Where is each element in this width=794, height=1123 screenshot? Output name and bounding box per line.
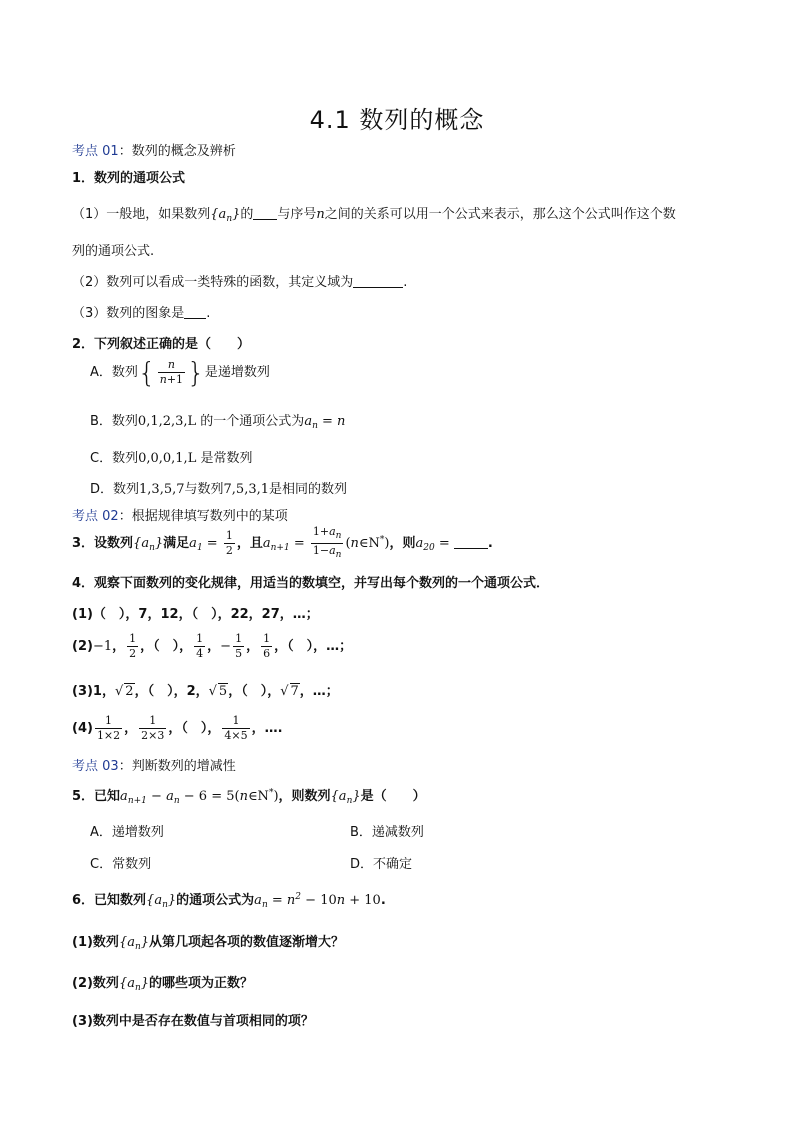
section-heading-02 <box>72 505 288 524</box>
question-4-part-2: (2)−1， $\frac{1}{2}$ ，（ ）， $\frac{1}{4}$ ，− $\frac{1}{5}$ ， $\frac{1}{6}$ ，（ ），…； <box>72 632 353 660</box>
question-1-heading: 1．数列的通项公式 <box>72 171 186 186</box>
option-2a: A．数列{ $\frac{n}{n+1}$ }是递增数列 <box>90 355 270 389</box>
question-4-part-3: (3)1，√ 2，（ ），2，√ 5，（ ），√ 7，…； <box>72 684 339 699</box>
section-label: ：判断数列的增减性 <box>118 759 236 774</box>
section-label: ：数列的概念及辨析 <box>118 144 236 159</box>
option-2c: C．数列0,0,0,1,L 是常数列 <box>90 451 253 466</box>
question-4-part-4: (4) $\frac{1}{1\times 2}$ ， $\frac{1}{2\times 3}$ ，（ ）， $\frac{1}{4\times 5}$ ，…. <box>72 714 283 742</box>
option-5c: C．常数列 <box>90 857 152 872</box>
answer-blank[interactable] <box>184 306 206 319</box>
question-6-part-3: (3)数列中是否存在数值与首项相同的项？ <box>72 1014 314 1029</box>
option-5b: B．递减数列 <box>350 825 424 840</box>
option-5d: D．不确定 <box>350 857 413 872</box>
question-1-para-1-cont: 列的通项公式. <box>72 244 155 259</box>
question-4-heading: 4．观察下面数列的变化规律，用适当的数填空，并写出每个数列的一个通项公式． <box>72 576 550 591</box>
option-2d: D．数列1,3,5,7与数列7,5,3,1是相同的数列 <box>90 482 348 497</box>
option-2b: B．数列0,1,2,3,L 的一个通项公式为$a_n = n$ <box>90 414 346 431</box>
question-3: 3．设数列$\{a_n\}$满足$a_1$ = $\frac{1}{2}$ ，且$a_{n+1}$ = $\frac{1+a_n}{1-a_n}$ (n∈N*)，则$a_{20}$ = . <box>72 525 493 560</box>
question-6: 6．已知数列$\{a_n\}$的通项公式为$a_n = n^2 - 10n + 10$. <box>72 892 386 910</box>
answer-blank[interactable] <box>353 275 403 288</box>
section-heading-01 <box>72 140 236 159</box>
question-6-part-2: (2)数列$\{a_n\}$的哪些项为正数？ <box>72 976 254 993</box>
answer-blank[interactable] <box>454 536 488 549</box>
question-6-part-1: (1)数列$\{a_n\}$从第几项起各项的数值逐渐增大？ <box>72 935 345 952</box>
option-5a: A．递增数列 <box>90 825 164 840</box>
section-key: 考点 03 <box>72 759 119 774</box>
question-4-part-1: (1)（ ），7，12，（ ），22，27，…； <box>72 607 319 622</box>
section-heading-03 <box>72 755 236 774</box>
question-1-para-2: （2）数列可以看成一类特殊的函数，其定义域为 . <box>72 275 408 290</box>
section-key: 考点 02 <box>72 509 119 524</box>
question-1-para-3: （3）数列的图象是 . <box>72 306 211 321</box>
answer-blank[interactable] <box>253 207 277 220</box>
section-label: ：根据规律填写数列中的某项 <box>118 509 288 524</box>
question-1-para-1: （1）一般地，如果数列$\{a_n\}$的 与序号n之间的关系可以用一个公式来表示，那么这个公式叫作这个数 <box>72 207 676 224</box>
page-title: 4.1 数列的概念 <box>309 106 485 134</box>
section-key: 考点 01 <box>72 144 119 159</box>
question-2-heading: 2．下列叙述正确的是（ ） <box>72 337 251 352</box>
question-5: 5．已知$a_{n+1} - a_n - 6$ = 5(n∈N*)，则数列$\{a_n\}$是（ ） <box>72 788 426 806</box>
